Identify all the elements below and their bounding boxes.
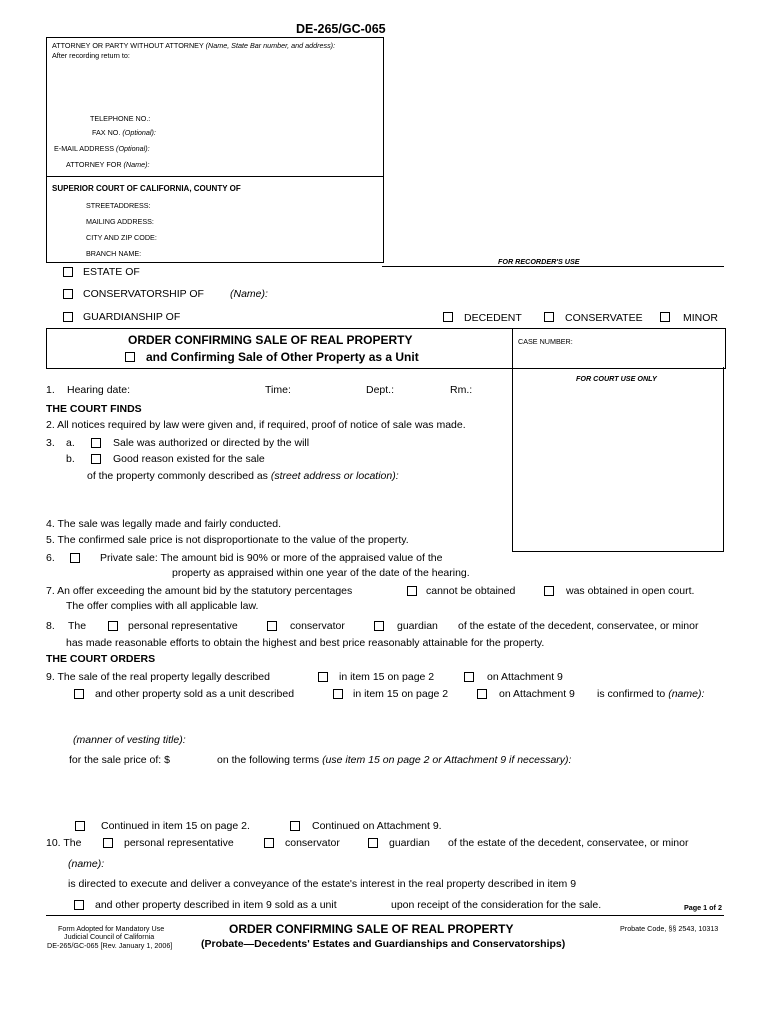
item9-name-hint: (name): <box>668 688 705 700</box>
footer-adopted1: Form Adopted for Mandatory Use <box>58 924 165 933</box>
decedent-checkbox[interactable] <box>443 312 453 322</box>
conservatorship-of-checkbox[interactable] <box>63 289 73 299</box>
item10-pr-label: personal representative <box>124 837 234 849</box>
item10-other-label: and other property described in item 9 sold as a unit <box>95 899 337 911</box>
item9-other-checkbox[interactable] <box>74 689 84 699</box>
estate-name-hint: (Name): <box>230 288 268 300</box>
after-recording-label: After recording return to: <box>52 51 130 60</box>
email-label <box>54 144 150 153</box>
item3b-label: b. <box>66 453 75 465</box>
court-use-label: FOR COURT USE ONLY <box>576 374 657 383</box>
other-property-unit-checkbox[interactable] <box>125 352 135 362</box>
attorney-for-label <box>66 160 149 169</box>
item3-number: 3. <box>46 437 55 449</box>
item3-property-hint: (street address or location): <box>270 470 399 482</box>
continued-att9-label: Continued on Attachment 9. <box>312 820 442 832</box>
continued-item15-label: Continued in item 15 on page 2. <box>101 820 250 832</box>
continued-att9-checkbox[interactable] <box>290 821 300 831</box>
continued-item15-checkbox[interactable] <box>75 821 85 831</box>
conservatee-checkbox[interactable] <box>544 312 554 322</box>
item9-text: 9. The sale of the real property legally described <box>46 671 270 683</box>
court-use-right <box>723 367 724 552</box>
minor-checkbox[interactable] <box>660 312 670 322</box>
item10-of-estate: of the estate of the decedent, conservatee, or minor <box>448 837 689 849</box>
guardianship-of-checkbox[interactable] <box>63 312 73 322</box>
item9-att9b-checkbox[interactable] <box>477 689 487 699</box>
attorney-header <box>52 41 335 50</box>
case-number-label: CASE NUMBER: <box>518 337 573 346</box>
terms-hint: (use item 15 on page 2 or Attachment 9 if necessary): <box>322 754 572 766</box>
item8-pr-label: personal representative <box>128 620 238 632</box>
item9-att9-checkbox[interactable] <box>464 672 474 682</box>
item10-upon: upon receipt of the consideration for the sale. <box>391 899 602 911</box>
item10-other-checkbox[interactable] <box>74 900 84 910</box>
attorney-header-main: ATTORNEY OR PARTY WITHOUT ATTORNEY <box>52 41 204 50</box>
item3-property <box>87 470 399 482</box>
item6-number: 6. <box>46 552 55 564</box>
terms-text: on the following terms <box>217 754 320 766</box>
page-number: Page 1 of 2 <box>684 903 722 912</box>
mailing-label: MAILING ADDRESS: <box>86 217 154 226</box>
item8-guardian-label: guardian <box>397 620 438 632</box>
item6-text2: property as appraised within one year of the date of the hearing. <box>172 567 470 579</box>
branch-label: BRANCH NAME: <box>86 249 142 258</box>
footer-code: Probate Code, §§ 2543, 10313 <box>620 924 719 933</box>
item8-guardian-checkbox[interactable] <box>374 621 384 631</box>
time-label: Time: <box>265 384 291 396</box>
sale-price-label: for the sale price of: $ <box>69 754 170 766</box>
item7-was-checkbox[interactable] <box>544 586 554 596</box>
item6-checkbox[interactable] <box>70 553 80 563</box>
fax-label <box>92 128 156 137</box>
telephone-label: TELEPHONE NO.: <box>90 114 151 123</box>
footer-title: ORDER CONFIRMING SALE OF REAL PROPERTY <box>229 922 514 936</box>
footer-rule <box>46 915 724 916</box>
item8-text2: has made reasonable efforts to obtain the highest and best price reasonably attainable for the property. <box>66 637 545 649</box>
court-finds-heading: THE COURT FINDS <box>46 403 142 415</box>
item7-text1: 7. An offer exceeding the amount bid by the statutory percentages <box>46 585 353 597</box>
item5-text: 5. The confirmed sale price is not disproportionate to the value of the property. <box>46 534 409 546</box>
case-number-divider <box>512 328 513 552</box>
item9-item15-checkbox[interactable] <box>318 672 328 682</box>
court-use-bottom <box>512 551 724 552</box>
conservatorship-of-label: CONSERVATORSHIP OF <box>83 288 204 300</box>
item9-confirmed <box>597 688 704 700</box>
form-id: DE-265/GC-065 <box>296 22 386 36</box>
item10-guardian-label: guardian <box>389 837 430 849</box>
item8-number: 8. <box>46 620 55 632</box>
item3a-checkbox[interactable] <box>91 438 101 448</box>
item9-other-label: and other property sold as a unit described <box>95 688 295 700</box>
item10-number: 10. The <box>46 837 82 849</box>
order-title: ORDER CONFIRMING SALE OF REAL PROPERTY <box>128 333 413 347</box>
minor-label: MINOR <box>683 312 718 324</box>
item10-name-hint: (name): <box>68 858 105 870</box>
fax-label-opt: (Optional): <box>122 128 156 137</box>
city-label: CITY AND ZIP CODE: <box>86 233 157 242</box>
street-label: STREETADDRESS: <box>86 201 151 210</box>
conservatee-label: CONSERVATEE <box>565 312 643 324</box>
terms-label <box>217 754 571 766</box>
item9-item15-label: in item 15 on page 2 <box>339 671 435 683</box>
item6-text1: Private sale: The amount bid is 90% or more of the appraised value of the <box>100 552 443 564</box>
item7-cannot-checkbox[interactable] <box>407 586 417 596</box>
decedent-label: DECEDENT <box>464 312 522 324</box>
item8-the: The <box>68 620 87 632</box>
item10-conservator-label: conservator <box>285 837 340 849</box>
email-label-opt: (Optional): <box>116 144 150 153</box>
order-subtitle: and Confirming Sale of Other Property as a Unit <box>146 350 419 364</box>
fax-label-main: FAX NO. <box>92 128 121 137</box>
court-title: SUPERIOR COURT OF CALIFORNIA, COUNTY OF <box>52 184 241 193</box>
footer-adopted3: DE-265/GC-065 [Rev. January 1, 2006] <box>47 941 173 950</box>
attorney-header-paren: (Name, State Bar number, and address): <box>205 41 336 50</box>
item10-conservator-checkbox[interactable] <box>264 838 274 848</box>
item3a-label: a. <box>66 437 75 449</box>
court-orders-heading: THE COURT ORDERS <box>46 653 156 665</box>
item9-item15b-label: in item 15 on page 2 <box>353 688 449 700</box>
item9-att9-label: on Attachment 9 <box>487 671 563 683</box>
item3b-checkbox[interactable] <box>91 454 101 464</box>
attorney-for-main: ATTORNEY FOR <box>66 160 122 169</box>
item3b-text: Good reason existed for the sale <box>113 453 265 465</box>
item10-pr-checkbox[interactable] <box>103 838 113 848</box>
item10-guardian-checkbox[interactable] <box>368 838 378 848</box>
item9-item15b-checkbox[interactable] <box>333 689 343 699</box>
item8-of-estate: of the estate of the decedent, conservatee, or minor <box>458 620 699 632</box>
item9-confirmed-text: is confirmed to <box>597 688 666 700</box>
item3-property-text: of the property commonly described as <box>87 470 268 482</box>
item7-cannot-label: cannot be obtained <box>426 585 516 597</box>
rm-label: Rm.: <box>450 384 473 396</box>
item3a-text: Sale was authorized or directed by the will <box>113 437 310 449</box>
item2-text: 2. All notices required by law were given and, if required, proof of notice of sale was made. <box>46 419 466 431</box>
item1-number: 1. <box>46 384 55 396</box>
footer-adopted2: Judicial Council of California <box>64 932 155 941</box>
item10-directed: is directed to execute and deliver a conveyance of the estate's interest in the real property described in item 9 <box>68 878 577 890</box>
item8-conservator-label: conservator <box>290 620 345 632</box>
recorder-use-label: FOR RECORDER'S USE <box>498 257 580 266</box>
vesting-label: (manner of vesting title): <box>73 734 186 746</box>
footer-subtitle: (Probate—Decedents' Estates and Guardianships and Conservatorships) <box>201 938 566 950</box>
email-label-main: E-MAIL ADDRESS <box>54 144 115 153</box>
attorney-for-opt: (Name): <box>123 160 150 169</box>
item9-att9b-label: on Attachment 9 <box>499 688 575 700</box>
guardianship-of-label: GUARDIANSHIP OF <box>83 311 181 323</box>
estate-of-checkbox[interactable] <box>63 267 73 277</box>
item8-conservator-checkbox[interactable] <box>267 621 277 631</box>
item8-pr-checkbox[interactable] <box>108 621 118 631</box>
dept-label: Dept.: <box>366 384 395 396</box>
estate-of-label: ESTATE OF <box>83 266 140 278</box>
recorder-divider <box>382 266 724 267</box>
item7-text2: The offer complies with all applicable law. <box>66 600 259 612</box>
item7-was-label: was obtained in open court. <box>566 585 695 597</box>
hearing-date-label: Hearing date: <box>67 384 131 396</box>
item4-text: 4. The sale was legally made and fairly conducted. <box>46 518 282 530</box>
